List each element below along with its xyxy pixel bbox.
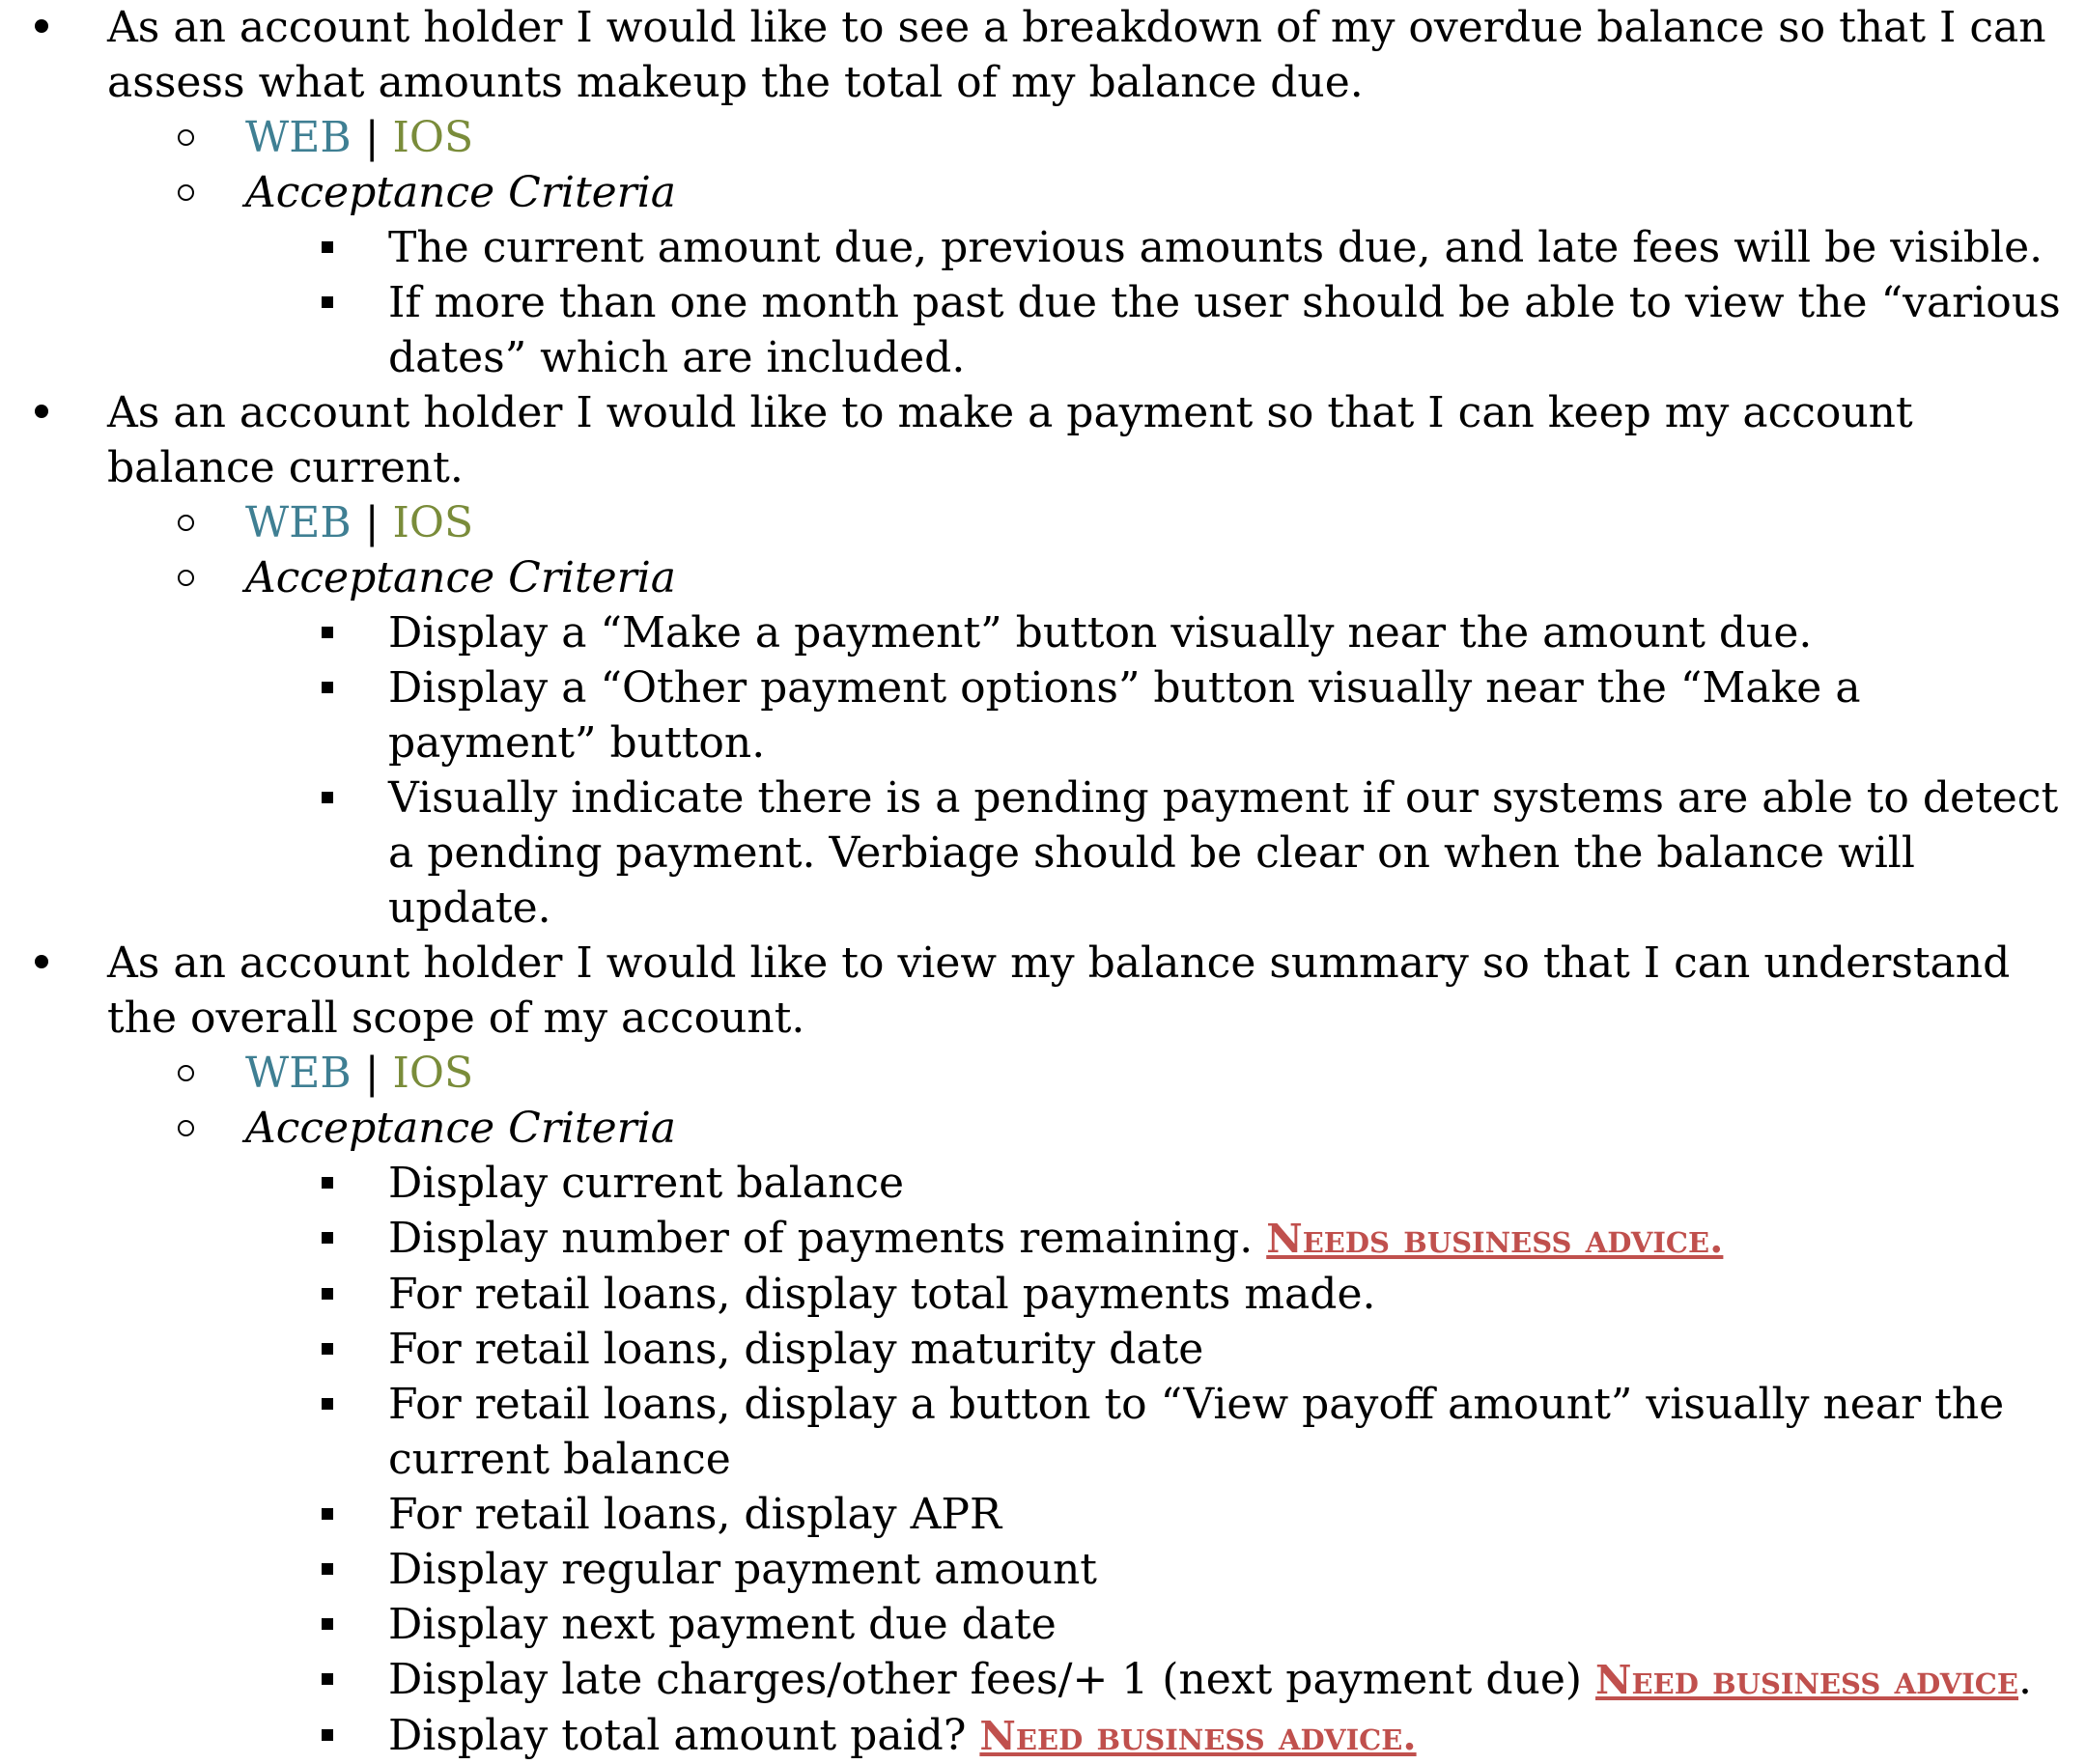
story-details <box>107 110 2086 385</box>
platform-separator: | <box>364 1049 380 1098</box>
criteria-item <box>107 1708 2086 1764</box>
bullet-dot-icon <box>35 955 48 968</box>
criteria-item <box>107 1156 2086 1211</box>
platform-ios: IOS <box>392 1049 474 1098</box>
platform-line <box>107 495 2086 550</box>
circle-bullet-icon <box>178 515 194 531</box>
criteria-text: The current amount due, previous amounts due, and late fees will be visible. <box>388 223 2044 272</box>
criteria-text: Display late charges/other fees/+ 1 (next payment due) <box>388 1655 1596 1704</box>
square-bullet-icon <box>322 1508 333 1520</box>
square-bullet-icon <box>322 1177 333 1189</box>
criteria-item <box>107 1542 2086 1597</box>
acceptance-criteria-label: Acceptance Criteria <box>245 1104 677 1153</box>
circle-bullet-icon <box>178 1120 194 1136</box>
platform-ios: IOS <box>392 113 474 162</box>
platform-line <box>107 110 2086 165</box>
criteria-text: Display number of payments remaining. <box>388 1214 1267 1263</box>
story-details <box>107 495 2086 936</box>
criteria-item <box>107 770 2086 936</box>
criteria-item <box>107 1487 2086 1542</box>
criteria-item <box>107 1211 2086 1267</box>
criteria-text: Display next payment due date <box>388 1600 1057 1649</box>
user-story <box>0 0 2086 385</box>
platform-separator: | <box>364 113 380 162</box>
acceptance-criteria-label: Acceptance Criteria <box>245 168 677 217</box>
criteria-text: For retail loans, display total payments made. <box>388 1270 1376 1319</box>
criteria-text: Display regular payment amount <box>388 1545 1097 1594</box>
criteria-text: Display total amount paid? <box>388 1711 980 1760</box>
criteria-text: If more than one month past due the user should be able to view the “various dates” which are included. <box>388 278 2061 382</box>
platform-web: WEB <box>245 1049 352 1098</box>
criteria-text: Display a “Make a payment” button visually near the amount due. <box>388 608 1813 658</box>
platform-ios: IOS <box>392 498 474 547</box>
platform-web: WEB <box>245 498 352 547</box>
criteria-text: For retail loans, display maturity date <box>388 1325 1204 1374</box>
criteria-item <box>107 1322 2086 1377</box>
criteria-text: Display a “Other payment options” button visually near the “Make a payment” button. <box>388 663 1861 768</box>
square-bullet-icon <box>322 1232 333 1244</box>
user-story <box>0 385 2086 936</box>
bullet-dot-icon <box>35 405 48 418</box>
circle-bullet-icon <box>178 129 194 146</box>
criteria-item <box>107 220 2086 275</box>
platform-web: WEB <box>245 113 352 162</box>
criteria-list <box>245 1156 2086 1764</box>
criteria-text: Visually indicate there is a pending payment if our systems are able to detect a pending payment. Verbiage should be clear on when the balance will update. <box>388 773 2059 933</box>
criteria-item <box>107 1377 2086 1487</box>
acceptance-criteria <box>107 165 2086 385</box>
square-bullet-icon <box>322 1398 333 1410</box>
square-bullet-icon <box>322 1288 333 1300</box>
criteria-tail: . <box>2017 1655 2032 1704</box>
business-advice-link[interactable]: Need business advice <box>1595 1657 2018 1703</box>
circle-bullet-icon <box>178 184 194 201</box>
criteria-list <box>245 220 2086 385</box>
platform-separator: | <box>364 498 380 547</box>
criteria-item <box>107 1597 2086 1652</box>
square-bullet-icon <box>322 296 333 308</box>
criteria-item <box>107 660 2086 770</box>
criteria-item <box>107 275 2086 385</box>
story-text: As an account holder I would like to see a breakdown of my overdue balance so that I can assess what amounts makeup the total of my balance due. <box>107 3 2046 107</box>
story-text: As an account holder I would like to view my balance summary so that I can understand the overall scope of my account. <box>107 938 2011 1043</box>
story-text: As an account holder I would like to make a payment so that I can keep my account balance current. <box>107 388 1913 492</box>
criteria-list <box>245 605 2086 936</box>
square-bullet-icon <box>322 792 333 803</box>
user-story <box>0 936 2086 1764</box>
square-bullet-icon <box>322 1618 333 1630</box>
acceptance-criteria <box>107 1101 2086 1764</box>
circle-bullet-icon <box>178 570 194 586</box>
square-bullet-icon <box>322 241 333 253</box>
business-advice-link[interactable]: Need business advice. <box>979 1713 1417 1759</box>
acceptance-criteria <box>107 550 2086 936</box>
square-bullet-icon <box>322 1729 333 1741</box>
circle-bullet-icon <box>178 1065 194 1081</box>
criteria-text: For retail loans, display APR <box>388 1490 1002 1539</box>
bullet-dot-icon <box>35 19 48 33</box>
platform-line <box>107 1046 2086 1101</box>
criteria-text: For retail loans, display a button to “View payoff amount” visually near the current balance <box>388 1380 2005 1484</box>
square-bullet-icon <box>322 1563 333 1575</box>
square-bullet-icon <box>322 1343 333 1355</box>
story-details <box>107 1046 2086 1764</box>
business-advice-link[interactable]: Needs business advice. <box>1266 1216 1724 1262</box>
square-bullet-icon <box>322 682 333 693</box>
acceptance-criteria-label: Acceptance Criteria <box>245 553 677 602</box>
criteria-item <box>107 1267 2086 1322</box>
square-bullet-icon <box>322 1673 333 1685</box>
criteria-item <box>107 605 2086 660</box>
criteria-text: Display current balance <box>388 1159 905 1208</box>
square-bullet-icon <box>322 627 333 638</box>
criteria-item <box>107 1652 2086 1708</box>
